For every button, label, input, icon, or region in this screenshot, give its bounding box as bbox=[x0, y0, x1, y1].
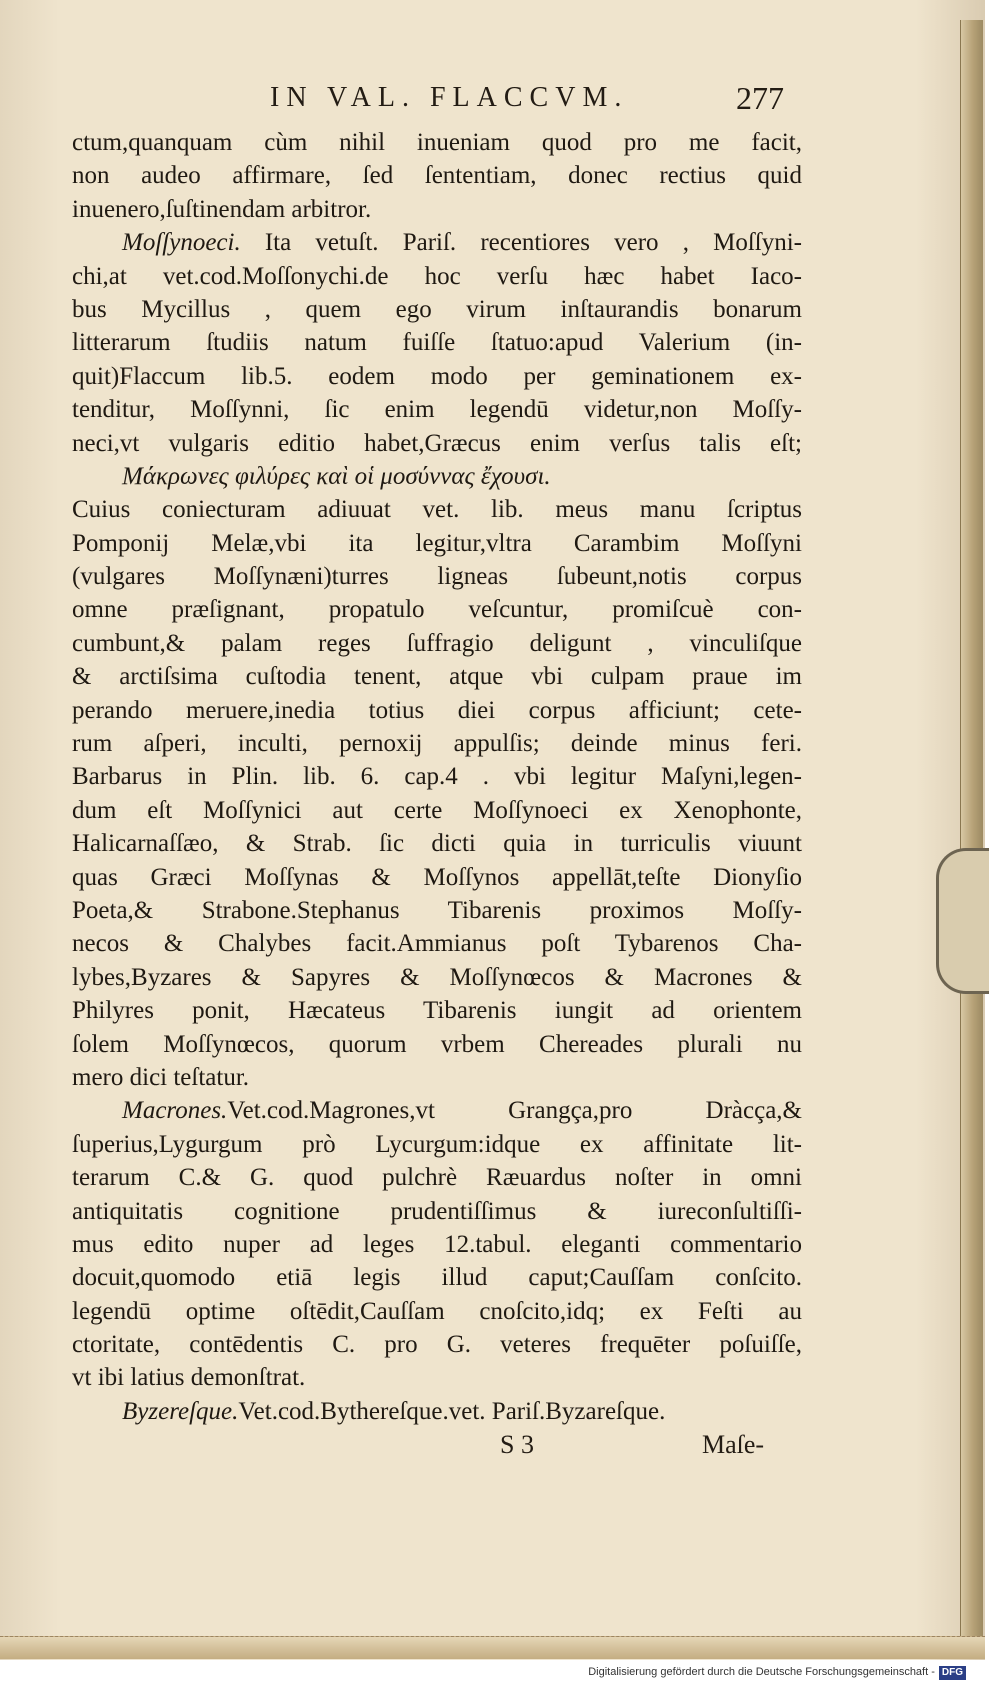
bottom-page-edge bbox=[0, 1636, 985, 1659]
line-text: Halicarnaſſæo, & Strab. ſic dicti quia in turriculis viuunt bbox=[72, 830, 802, 858]
line-text: Philyres ponit, Hæcateus Tibarenis iungit ad orientem bbox=[72, 997, 802, 1025]
line-text: chi,at vet.cod.Moſſonychi.de hoc verſu hæc habet Iaco- bbox=[72, 262, 802, 290]
text-line bbox=[72, 994, 802, 1027]
page-edge bbox=[960, 20, 983, 1650]
text-line bbox=[72, 527, 802, 560]
line-text: Barbarus in Plin. lib. 6. cap.4 . vbi legitur Maſyni,legen- bbox=[72, 763, 802, 791]
text-line bbox=[72, 1094, 802, 1127]
text-line bbox=[72, 627, 802, 660]
page-number: 277 bbox=[736, 80, 784, 116]
text-line bbox=[72, 694, 802, 727]
line-text: neci,vt vulgaris editio habet,Græcus enim verſus talis eſt; bbox=[72, 429, 802, 457]
line-text: quit)Flaccum lib.5. eodem modo per geminationem ex- bbox=[72, 362, 802, 390]
line-text: rum aſperi, inculti, pernoxij appulſis; deinde minus feri. bbox=[72, 730, 802, 758]
text-line bbox=[72, 961, 802, 994]
text-line bbox=[72, 393, 802, 426]
line-text: ſolem Moſſynœcos, quorum vrbem Chereades plurali nu bbox=[72, 1030, 802, 1058]
line-text: mus edito nuper ad leges 12.tabul. eleganti commentario bbox=[72, 1230, 802, 1258]
text-line bbox=[72, 326, 802, 359]
line-text: antiquitatis cognitione prudentiſſimus & iureconſultiſſi- bbox=[72, 1197, 802, 1225]
line-text: ctoritate, contēdentis C. pro G. veteres frequēter poſuiſſe, bbox=[72, 1331, 802, 1359]
text-line bbox=[72, 360, 802, 393]
catchword: Maſe- bbox=[702, 1430, 765, 1459]
text-line bbox=[72, 1261, 802, 1294]
text-line bbox=[72, 827, 802, 860]
text-line bbox=[72, 1295, 802, 1328]
text-line bbox=[72, 293, 802, 326]
text-line bbox=[72, 660, 802, 693]
line-text: Pomponij Melæ,vbi ita legitur,vltra Carambim Moſſyni bbox=[72, 529, 802, 557]
running-title: IN VAL. FLACCVM. bbox=[270, 82, 629, 113]
text-line bbox=[72, 1328, 802, 1361]
line-text: terarum C.& G. quod pulchrè Ræuardus noſter in omni bbox=[72, 1164, 802, 1192]
line-text: ſuperius,Lygurgum prò Lycurgum:idque ex affinitate lit- bbox=[72, 1130, 802, 1158]
line-text: vt ibi latius demonſtrat. bbox=[72, 1364, 306, 1392]
text-line bbox=[72, 1195, 802, 1228]
line-text: bus Mycillus , quem ego virum inſtaurandis bonarum bbox=[72, 295, 802, 323]
text-line bbox=[72, 1361, 802, 1394]
text-line bbox=[72, 894, 802, 927]
credit-footer bbox=[588, 1662, 966, 1682]
line-text: & arctiſsima cuſtodia tenent, atque vbi culpam praue im bbox=[72, 663, 802, 691]
signature-mark: S 3 bbox=[500, 1430, 534, 1459]
lemma: Moſſynoeci. bbox=[122, 229, 241, 257]
text-line bbox=[72, 1128, 802, 1161]
text-line bbox=[72, 1395, 802, 1428]
line-text: necos & Chalybes facit.Ammianus poſt Tybarenos Cha- bbox=[72, 930, 802, 958]
lemma: Byzereſque. bbox=[122, 1397, 239, 1425]
line-text: non audeo affirmare, ſed ſententiam, donec rectius quid bbox=[72, 162, 802, 190]
text-line bbox=[72, 427, 802, 460]
line-text: lybes,Byzares & Sapyres & Moſſynœcos & Macrones & bbox=[72, 963, 802, 991]
line-text: Μάκρωνες φιλύρες καὶ οἱ μοσύννας ἔχουσι. bbox=[122, 462, 551, 490]
line-text: Vet.cod.Bythereſque.vet. Pariſ.Byzareſque. bbox=[238, 1397, 666, 1425]
credit-text: Digitalisierung gefördert durch die Deutsche Forschungsgemeinschaft - bbox=[588, 1666, 935, 1678]
line-text: Poeta,& Strabone.Stephanus Tibarenis proximos Moſſy- bbox=[72, 896, 802, 924]
text-line bbox=[72, 193, 802, 226]
text-line bbox=[72, 861, 802, 894]
body-text bbox=[72, 126, 802, 1428]
text-line bbox=[72, 1228, 802, 1261]
line-text: litterarum ſtudiis natum fuiſſe ſtatuo:apud Valerium (in- bbox=[72, 329, 802, 357]
line-text: tenditur, Moſſynni, ſic enim legendū videtur,non Moſſy- bbox=[72, 396, 802, 424]
line-text: quas Græci Moſſynas & Moſſynos appellāt,teſte Dionyſio bbox=[72, 863, 802, 891]
line-text: dum eſt Moſſynici aut certe Moſſynoeci ex Xenophonte, bbox=[72, 796, 802, 824]
line-text: cumbunt,& palam reges ſuffragio deligunt , vinculiſque bbox=[72, 629, 802, 657]
dfg-logo: DFG bbox=[939, 1666, 966, 1680]
line-text: (vulgares Moſſynæni)turres ligneas ſubeunt,notis corpus bbox=[72, 563, 802, 591]
text-line bbox=[72, 593, 802, 626]
line-text: mero dici teſtatur. bbox=[72, 1063, 250, 1091]
text-line bbox=[72, 794, 802, 827]
text-line bbox=[72, 760, 802, 793]
line-text: legendū optime oſtēdit,Cauſſam cnoſcito,idq; ex Feſti au bbox=[72, 1297, 802, 1325]
text-line bbox=[72, 1028, 802, 1061]
line-text: docuit,quomodo etiā legis illud caput;Cauſſam conſcito. bbox=[72, 1264, 802, 1292]
text-line bbox=[72, 460, 802, 493]
text-line bbox=[72, 1161, 802, 1194]
text-line bbox=[72, 159, 802, 192]
line-text: perando meruere,inedia totius diei corpus afficiunt; cete- bbox=[72, 696, 802, 724]
text-line bbox=[72, 560, 802, 593]
line-text: omne præſignant, propatulo veſcuntur, promiſcuè con- bbox=[72, 596, 802, 624]
line-text: ctum,quanquam cùm nihil inueniam quod pro me facit, bbox=[72, 129, 802, 156]
text-line bbox=[72, 927, 802, 960]
text-line bbox=[72, 727, 802, 760]
text-line bbox=[72, 1061, 802, 1094]
line-text: inuenero,ſuſtinendam arbitror. bbox=[72, 195, 372, 223]
line-text: Cuius coniecturam adiuuat vet. lib. meus manu ſcriptus bbox=[72, 496, 802, 524]
text-line bbox=[72, 226, 802, 259]
lemma: Macrones. bbox=[122, 1097, 228, 1125]
text-line bbox=[72, 260, 802, 293]
line-text: Vet.cod.Magrones,vt Grangça,pro Dràcça,& bbox=[227, 1097, 802, 1125]
clasp-strap bbox=[936, 848, 989, 994]
text-line bbox=[72, 493, 802, 526]
line-text: Ita vetuſt. Pariſ. recentiores vero , Moſſyni- bbox=[240, 229, 802, 257]
text-line bbox=[72, 126, 802, 159]
